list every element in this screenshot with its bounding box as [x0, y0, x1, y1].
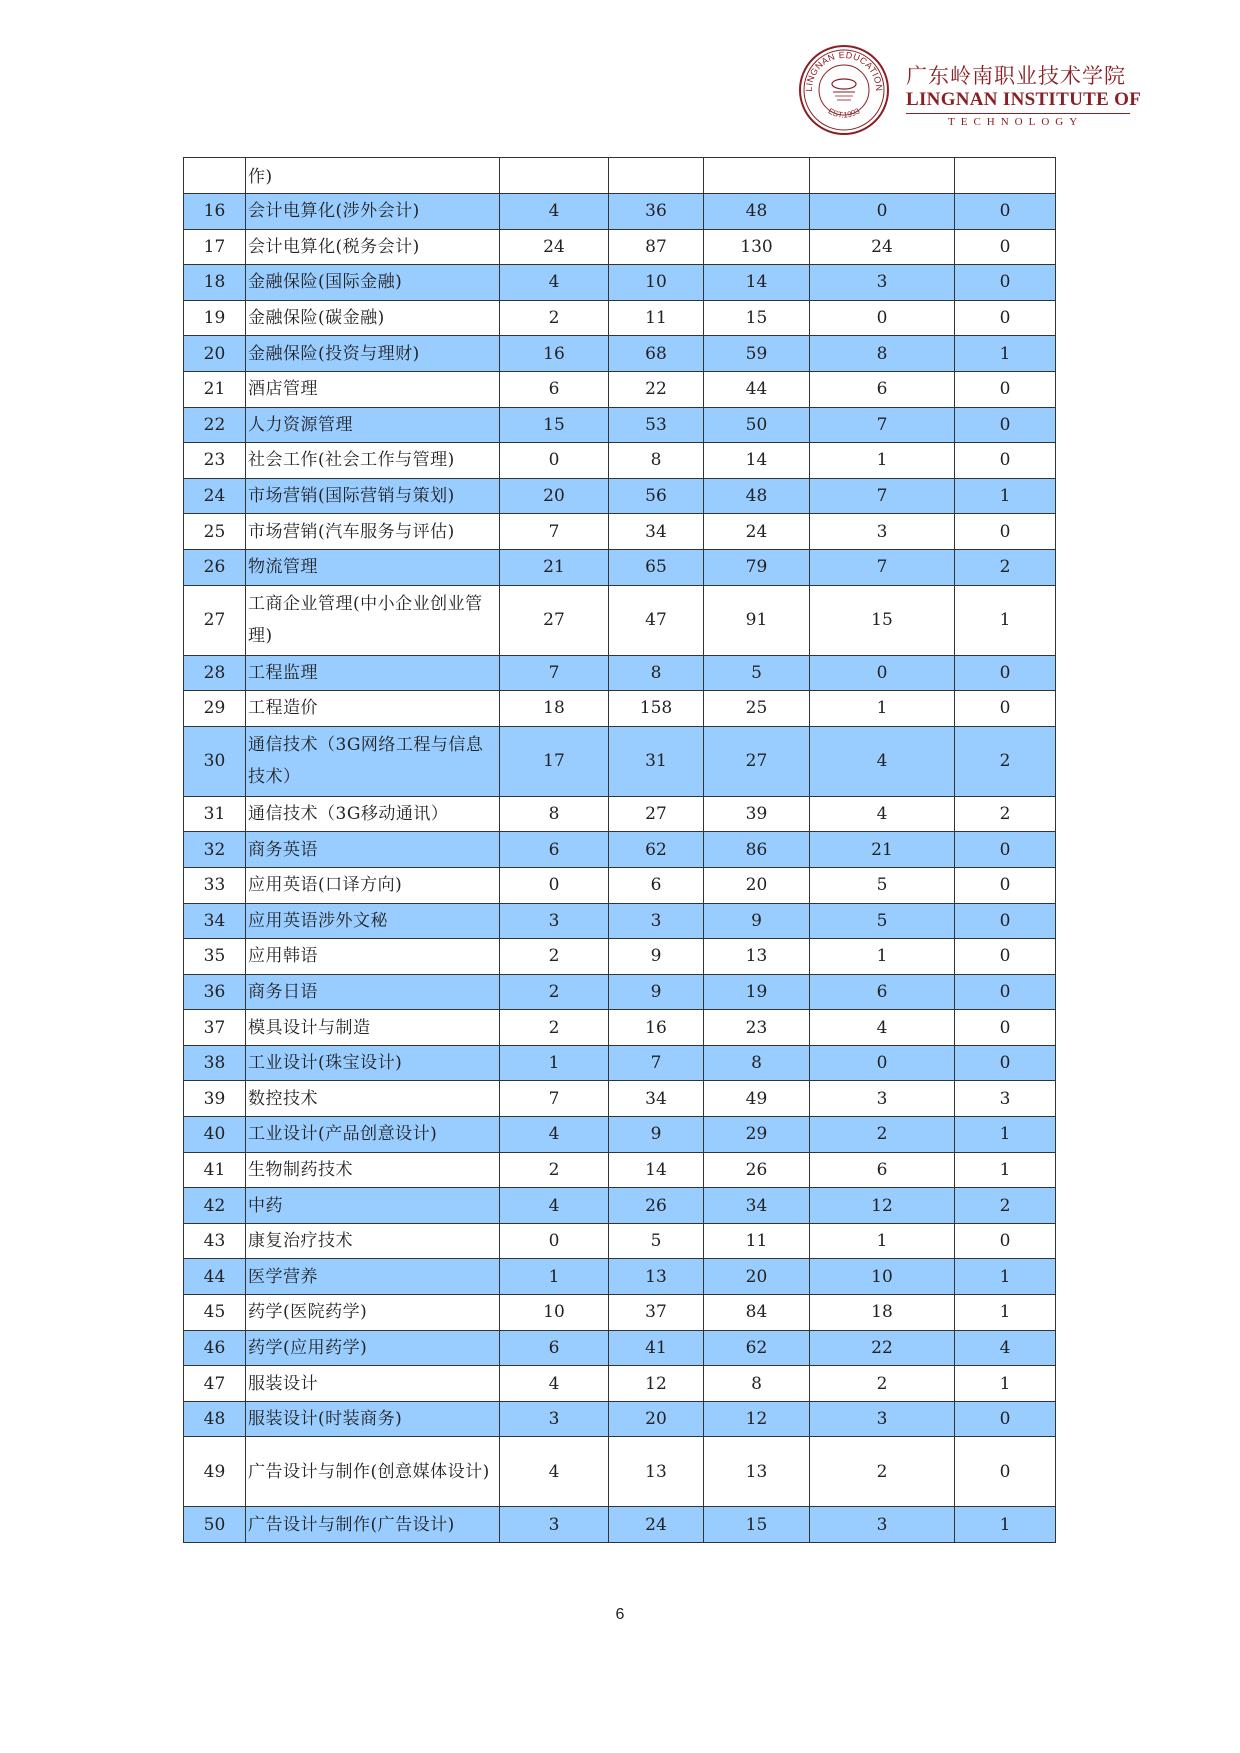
- table-row: [184, 867, 1056, 903]
- table-row: [184, 655, 1056, 691]
- value-cell-5: [955, 158, 1056, 194]
- college-name-en-sub: TECHNOLOGY: [948, 116, 1084, 128]
- value-cell-5: 1: [955, 478, 1056, 514]
- value-cell-1: 6: [500, 371, 609, 407]
- value-cell-5: 2: [955, 549, 1056, 585]
- value-cell-2: 53: [609, 407, 704, 443]
- value-cell-1: 4: [500, 1437, 609, 1507]
- table-row: [184, 478, 1056, 514]
- value-cell-5: 0: [955, 867, 1056, 903]
- major-name-cell: 生物制药技术: [246, 1152, 500, 1188]
- major-name-cell: 商务英语: [246, 832, 500, 868]
- value-cell-5: 0: [955, 1045, 1056, 1081]
- row-number-cell: 23: [184, 443, 246, 479]
- value-cell-1: 27: [500, 585, 609, 655]
- row-number-cell: 45: [184, 1295, 246, 1331]
- value-cell-4: 4: [810, 1010, 955, 1046]
- table-row: [184, 443, 1056, 479]
- table-row: [184, 832, 1056, 868]
- value-cell-3: 39: [704, 796, 810, 832]
- value-cell-3: 8: [704, 1045, 810, 1081]
- row-number-cell: 39: [184, 1081, 246, 1117]
- value-cell-4: 6: [810, 371, 955, 407]
- major-name-cell: 康复治疗技术: [246, 1223, 500, 1259]
- value-cell-3: 24: [704, 514, 810, 550]
- value-cell-5: 0: [955, 1010, 1056, 1046]
- table-row: [184, 1010, 1056, 1046]
- major-name-cell: 工程造价: [246, 691, 500, 727]
- value-cell-3: 48: [704, 478, 810, 514]
- value-cell-3: 44: [704, 371, 810, 407]
- value-cell-3: 5: [704, 655, 810, 691]
- value-cell-1: 7: [500, 655, 609, 691]
- value-cell-3: 86: [704, 832, 810, 868]
- value-cell-1: 7: [500, 1081, 609, 1117]
- value-cell-4: 5: [810, 903, 955, 939]
- value-cell-1: 2: [500, 974, 609, 1010]
- major-name-cell: 金融保险(国际金融): [246, 265, 500, 301]
- value-cell-1: 10: [500, 1295, 609, 1331]
- major-name-cell: 物流管理: [246, 549, 500, 585]
- major-name-cell: 会计电算化(税务会计): [246, 229, 500, 265]
- major-name-cell: 酒店管理: [246, 371, 500, 407]
- value-cell-4: 21: [810, 832, 955, 868]
- major-name-cell: 中药: [246, 1188, 500, 1224]
- value-cell-2: 13: [609, 1259, 704, 1295]
- table-row: [184, 796, 1056, 832]
- value-cell-2: 158: [609, 691, 704, 727]
- major-name-cell: 通信技术（3G网络工程与信息技术）: [246, 726, 500, 796]
- value-cell-1: 4: [500, 1188, 609, 1224]
- value-cell-2: 22: [609, 371, 704, 407]
- major-name-cell: 人力资源管理: [246, 407, 500, 443]
- table-row: [184, 265, 1056, 301]
- major-name-cell: 服装设计: [246, 1366, 500, 1402]
- table-row: [184, 1045, 1056, 1081]
- value-cell-3: 25: [704, 691, 810, 727]
- table-row: [184, 1152, 1056, 1188]
- row-number-cell: [184, 158, 246, 194]
- value-cell-2: 6: [609, 867, 704, 903]
- row-number-cell: 21: [184, 371, 246, 407]
- value-cell-3: 9: [704, 903, 810, 939]
- value-cell-3: 14: [704, 443, 810, 479]
- value-cell-1: 16: [500, 336, 609, 372]
- value-cell-2: 20: [609, 1401, 704, 1437]
- value-cell-3: 59: [704, 336, 810, 372]
- value-cell-5: 1: [955, 1152, 1056, 1188]
- value-cell-4: 2: [810, 1366, 955, 1402]
- value-cell-5: 0: [955, 903, 1056, 939]
- value-cell-2: 47: [609, 585, 704, 655]
- value-cell-5: 0: [955, 265, 1056, 301]
- value-cell-5: 3: [955, 1081, 1056, 1117]
- major-name-cell: 工业设计(珠宝设计): [246, 1045, 500, 1081]
- table-row: [184, 336, 1056, 372]
- value-cell-5: 1: [955, 1259, 1056, 1295]
- value-cell-1: [500, 158, 609, 194]
- value-cell-1: 17: [500, 726, 609, 796]
- value-cell-2: 31: [609, 726, 704, 796]
- row-number-cell: 18: [184, 265, 246, 301]
- value-cell-2: 34: [609, 514, 704, 550]
- value-cell-2: 34: [609, 1081, 704, 1117]
- value-cell-4: 3: [810, 1401, 955, 1437]
- value-cell-1: 3: [500, 903, 609, 939]
- value-cell-3: 12: [704, 1401, 810, 1437]
- value-cell-1: 4: [500, 194, 609, 230]
- value-cell-1: 3: [500, 1507, 609, 1543]
- value-cell-5: 0: [955, 939, 1056, 975]
- value-cell-4: 3: [810, 1507, 955, 1543]
- major-name-cell: 应用英语(口译方向): [246, 867, 500, 903]
- value-cell-1: 0: [500, 1223, 609, 1259]
- row-number-cell: 44: [184, 1259, 246, 1295]
- svg-text:LINGNAN EDUCATION: LINGNAN EDUCATION: [803, 49, 885, 92]
- value-cell-3: 91: [704, 585, 810, 655]
- value-cell-3: 23: [704, 1010, 810, 1046]
- value-cell-2: 14: [609, 1152, 704, 1188]
- value-cell-5: 0: [955, 407, 1056, 443]
- row-number-cell: 20: [184, 336, 246, 372]
- value-cell-1: 2: [500, 300, 609, 336]
- value-cell-2: 56: [609, 478, 704, 514]
- major-name-cell: 会计电算化(涉外会计): [246, 194, 500, 230]
- row-number-cell: 46: [184, 1330, 246, 1366]
- value-cell-2: 16: [609, 1010, 704, 1046]
- value-cell-5: 0: [955, 194, 1056, 230]
- major-name-cell: 应用英语涉外文秘: [246, 903, 500, 939]
- row-number-cell: 19: [184, 300, 246, 336]
- row-number-cell: 28: [184, 655, 246, 691]
- value-cell-3: 19: [704, 974, 810, 1010]
- value-cell-1: 24: [500, 229, 609, 265]
- value-cell-3: 26: [704, 1152, 810, 1188]
- value-cell-5: 0: [955, 443, 1056, 479]
- value-cell-3: 8: [704, 1366, 810, 1402]
- svg-text:EST.1993: EST.1993: [826, 106, 862, 120]
- major-name-cell: 服装设计(时装商务): [246, 1401, 500, 1437]
- table-row: [184, 300, 1056, 336]
- value-cell-2: 41: [609, 1330, 704, 1366]
- row-number-cell: 27: [184, 585, 246, 655]
- table-row: [184, 1081, 1056, 1117]
- value-cell-4: 7: [810, 549, 955, 585]
- row-number-cell: 26: [184, 549, 246, 585]
- value-cell-2: 36: [609, 194, 704, 230]
- value-cell-2: 10: [609, 265, 704, 301]
- row-number-cell: 47: [184, 1366, 246, 1402]
- major-name-cell: 广告设计与制作(广告设计): [246, 1507, 500, 1543]
- row-number-cell: 43: [184, 1223, 246, 1259]
- row-number-cell: 48: [184, 1401, 246, 1437]
- value-cell-4: 2: [810, 1437, 955, 1507]
- page-number: 6: [615, 1606, 625, 1623]
- value-cell-1: 4: [500, 265, 609, 301]
- value-cell-4: 0: [810, 194, 955, 230]
- major-name-cell: 金融保险(碳金融): [246, 300, 500, 336]
- value-cell-4: 5: [810, 867, 955, 903]
- value-cell-5: 0: [955, 655, 1056, 691]
- value-cell-3: 11: [704, 1223, 810, 1259]
- value-cell-2: 26: [609, 1188, 704, 1224]
- value-cell-5: 1: [955, 1295, 1056, 1331]
- value-cell-2: 7: [609, 1045, 704, 1081]
- major-name-cell: 作): [246, 158, 500, 194]
- table-row: [184, 1366, 1056, 1402]
- value-cell-4: 1: [810, 1223, 955, 1259]
- value-cell-2: 9: [609, 1117, 704, 1153]
- value-cell-2: 8: [609, 655, 704, 691]
- college-name-en: LINGNAN INSTITUTE OF: [906, 89, 1142, 110]
- row-number-cell: 22: [184, 407, 246, 443]
- row-number-cell: 30: [184, 726, 246, 796]
- table-row: [184, 1330, 1056, 1366]
- table-row: [184, 371, 1056, 407]
- college-name-cn: 广东岭南职业技术学院: [906, 64, 1126, 88]
- row-number-cell: 50: [184, 1507, 246, 1543]
- major-name-cell: 社会工作(社会工作与管理): [246, 443, 500, 479]
- value-cell-1: 6: [500, 832, 609, 868]
- value-cell-1: 21: [500, 549, 609, 585]
- value-cell-1: 0: [500, 443, 609, 479]
- value-cell-3: 20: [704, 1259, 810, 1295]
- value-cell-3: 29: [704, 1117, 810, 1153]
- value-cell-5: 4: [955, 1330, 1056, 1366]
- value-cell-1: 2: [500, 939, 609, 975]
- value-cell-4: 0: [810, 1045, 955, 1081]
- college-seal-logo: [798, 44, 890, 136]
- row-number-cell: 49: [184, 1437, 246, 1507]
- value-cell-5: 0: [955, 371, 1056, 407]
- row-number-cell: 34: [184, 903, 246, 939]
- table-row: [184, 1507, 1056, 1543]
- value-cell-4: 8: [810, 336, 955, 372]
- value-cell-5: 1: [955, 585, 1056, 655]
- row-number-cell: 31: [184, 796, 246, 832]
- table-row: [184, 158, 1056, 194]
- value-cell-5: 1: [955, 336, 1056, 372]
- value-cell-2: 9: [609, 974, 704, 1010]
- value-cell-3: 34: [704, 1188, 810, 1224]
- major-name-cell: 药学(应用药学): [246, 1330, 500, 1366]
- row-number-cell: 40: [184, 1117, 246, 1153]
- majors-statistics-table: [183, 157, 1056, 1543]
- row-number-cell: 16: [184, 194, 246, 230]
- major-name-cell: 工程监理: [246, 655, 500, 691]
- value-cell-4: 18: [810, 1295, 955, 1331]
- major-name-cell: 药学(医院药学): [246, 1295, 500, 1331]
- value-cell-4: 6: [810, 1152, 955, 1188]
- table-row: [184, 407, 1056, 443]
- major-name-cell: 工业设计(产品创意设计): [246, 1117, 500, 1153]
- value-cell-4: 3: [810, 514, 955, 550]
- value-cell-3: 62: [704, 1330, 810, 1366]
- table-row: [184, 726, 1056, 796]
- value-cell-2: 62: [609, 832, 704, 868]
- value-cell-1: 3: [500, 1401, 609, 1437]
- major-name-cell: 应用韩语: [246, 939, 500, 975]
- value-cell-4: 22: [810, 1330, 955, 1366]
- value-cell-3: 130: [704, 229, 810, 265]
- table-row: [184, 514, 1056, 550]
- value-cell-3: 15: [704, 1507, 810, 1543]
- row-number-cell: 42: [184, 1188, 246, 1224]
- value-cell-3: 15: [704, 300, 810, 336]
- value-cell-4: 7: [810, 478, 955, 514]
- value-cell-2: 65: [609, 549, 704, 585]
- value-cell-5: 0: [955, 832, 1056, 868]
- value-cell-1: 8: [500, 796, 609, 832]
- row-number-cell: 36: [184, 974, 246, 1010]
- table-row: [184, 1223, 1056, 1259]
- value-cell-5: 1: [955, 1117, 1056, 1153]
- value-cell-4: 0: [810, 300, 955, 336]
- value-cell-2: 12: [609, 1366, 704, 1402]
- value-cell-2: [609, 158, 704, 194]
- value-cell-1: 4: [500, 1366, 609, 1402]
- value-cell-1: 15: [500, 407, 609, 443]
- row-number-cell: 38: [184, 1045, 246, 1081]
- value-cell-3: 14: [704, 265, 810, 301]
- row-number-cell: 41: [184, 1152, 246, 1188]
- value-cell-3: 50: [704, 407, 810, 443]
- table-row: [184, 1188, 1056, 1224]
- value-cell-2: 11: [609, 300, 704, 336]
- value-cell-3: 84: [704, 1295, 810, 1331]
- value-cell-3: 13: [704, 1437, 810, 1507]
- table-row: [184, 974, 1056, 1010]
- page-header: [798, 44, 1142, 144]
- value-cell-2: 24: [609, 1507, 704, 1543]
- value-cell-3: 48: [704, 194, 810, 230]
- value-cell-5: 0: [955, 1223, 1056, 1259]
- value-cell-2: 5: [609, 1223, 704, 1259]
- table-row: [184, 585, 1056, 655]
- value-cell-1: 0: [500, 867, 609, 903]
- value-cell-5: 2: [955, 796, 1056, 832]
- major-name-cell: 医学营养: [246, 1259, 500, 1295]
- value-cell-3: 20: [704, 867, 810, 903]
- major-name-cell: 工商企业管理(中小企业创业管理): [246, 585, 500, 655]
- value-cell-4: 7: [810, 407, 955, 443]
- table-row: [184, 1295, 1056, 1331]
- value-cell-4: 6: [810, 974, 955, 1010]
- value-cell-3: 27: [704, 726, 810, 796]
- value-cell-4: 4: [810, 726, 955, 796]
- value-cell-5: 0: [955, 974, 1056, 1010]
- table-row: [184, 903, 1056, 939]
- value-cell-5: 1: [955, 1366, 1056, 1402]
- value-cell-4: 0: [810, 655, 955, 691]
- row-number-cell: 32: [184, 832, 246, 868]
- value-cell-4: 2: [810, 1117, 955, 1153]
- value-cell-1: 1: [500, 1045, 609, 1081]
- major-name-cell: 模具设计与制造: [246, 1010, 500, 1046]
- value-cell-4: 3: [810, 1081, 955, 1117]
- value-cell-1: 2: [500, 1010, 609, 1046]
- major-name-cell: 市场营销(汽车服务与评估): [246, 514, 500, 550]
- value-cell-1: 20: [500, 478, 609, 514]
- row-number-cell: 25: [184, 514, 246, 550]
- table-row: [184, 549, 1056, 585]
- major-name-cell: 商务日语: [246, 974, 500, 1010]
- row-number-cell: 35: [184, 939, 246, 975]
- value-cell-5: 0: [955, 1437, 1056, 1507]
- value-cell-5: 0: [955, 691, 1056, 727]
- value-cell-2: 68: [609, 336, 704, 372]
- value-cell-4: 4: [810, 796, 955, 832]
- major-name-cell: 广告设计与制作(创意媒体设计): [246, 1437, 500, 1507]
- value-cell-1: 4: [500, 1117, 609, 1153]
- value-cell-4: 10: [810, 1259, 955, 1295]
- value-cell-3: 79: [704, 549, 810, 585]
- row-number-cell: 33: [184, 867, 246, 903]
- value-cell-5: 0: [955, 1401, 1056, 1437]
- value-cell-4: 15: [810, 585, 955, 655]
- value-cell-5: 1: [955, 1507, 1056, 1543]
- value-cell-2: 13: [609, 1437, 704, 1507]
- table-row: [184, 1437, 1056, 1507]
- value-cell-1: 1: [500, 1259, 609, 1295]
- table-row: [184, 691, 1056, 727]
- value-cell-5: 0: [955, 514, 1056, 550]
- value-cell-2: 9: [609, 939, 704, 975]
- value-cell-5: 2: [955, 726, 1056, 796]
- value-cell-4: 1: [810, 691, 955, 727]
- value-cell-5: 2: [955, 1188, 1056, 1224]
- table-row: [184, 1401, 1056, 1437]
- value-cell-5: 0: [955, 229, 1056, 265]
- value-cell-3: 13: [704, 939, 810, 975]
- major-name-cell: 市场营销(国际营销与策划): [246, 478, 500, 514]
- table-row: [184, 1259, 1056, 1295]
- table-row: [184, 1117, 1056, 1153]
- table-row: [184, 939, 1056, 975]
- value-cell-2: 27: [609, 796, 704, 832]
- value-cell-2: 37: [609, 1295, 704, 1331]
- value-cell-2: 3: [609, 903, 704, 939]
- brand-divider: [906, 113, 1130, 114]
- value-cell-3: 49: [704, 1081, 810, 1117]
- value-cell-5: 0: [955, 300, 1056, 336]
- table-row: [184, 229, 1056, 265]
- value-cell-2: 87: [609, 229, 704, 265]
- value-cell-2: 8: [609, 443, 704, 479]
- value-cell-4: [810, 158, 955, 194]
- value-cell-4: 12: [810, 1188, 955, 1224]
- value-cell-4: 24: [810, 229, 955, 265]
- value-cell-1: 6: [500, 1330, 609, 1366]
- table-body: [184, 158, 1056, 1543]
- value-cell-4: 1: [810, 939, 955, 975]
- value-cell-4: 3: [810, 265, 955, 301]
- row-number-cell: 29: [184, 691, 246, 727]
- value-cell-1: 7: [500, 514, 609, 550]
- value-cell-1: 2: [500, 1152, 609, 1188]
- table-row: [184, 194, 1056, 230]
- row-number-cell: 24: [184, 478, 246, 514]
- row-number-cell: 17: [184, 229, 246, 265]
- major-name-cell: 数控技术: [246, 1081, 500, 1117]
- major-name-cell: 金融保险(投资与理财): [246, 336, 500, 372]
- major-name-cell: 通信技术（3G移动通讯）: [246, 796, 500, 832]
- value-cell-1: 18: [500, 691, 609, 727]
- row-number-cell: 37: [184, 1010, 246, 1046]
- value-cell-3: [704, 158, 810, 194]
- value-cell-4: 1: [810, 443, 955, 479]
